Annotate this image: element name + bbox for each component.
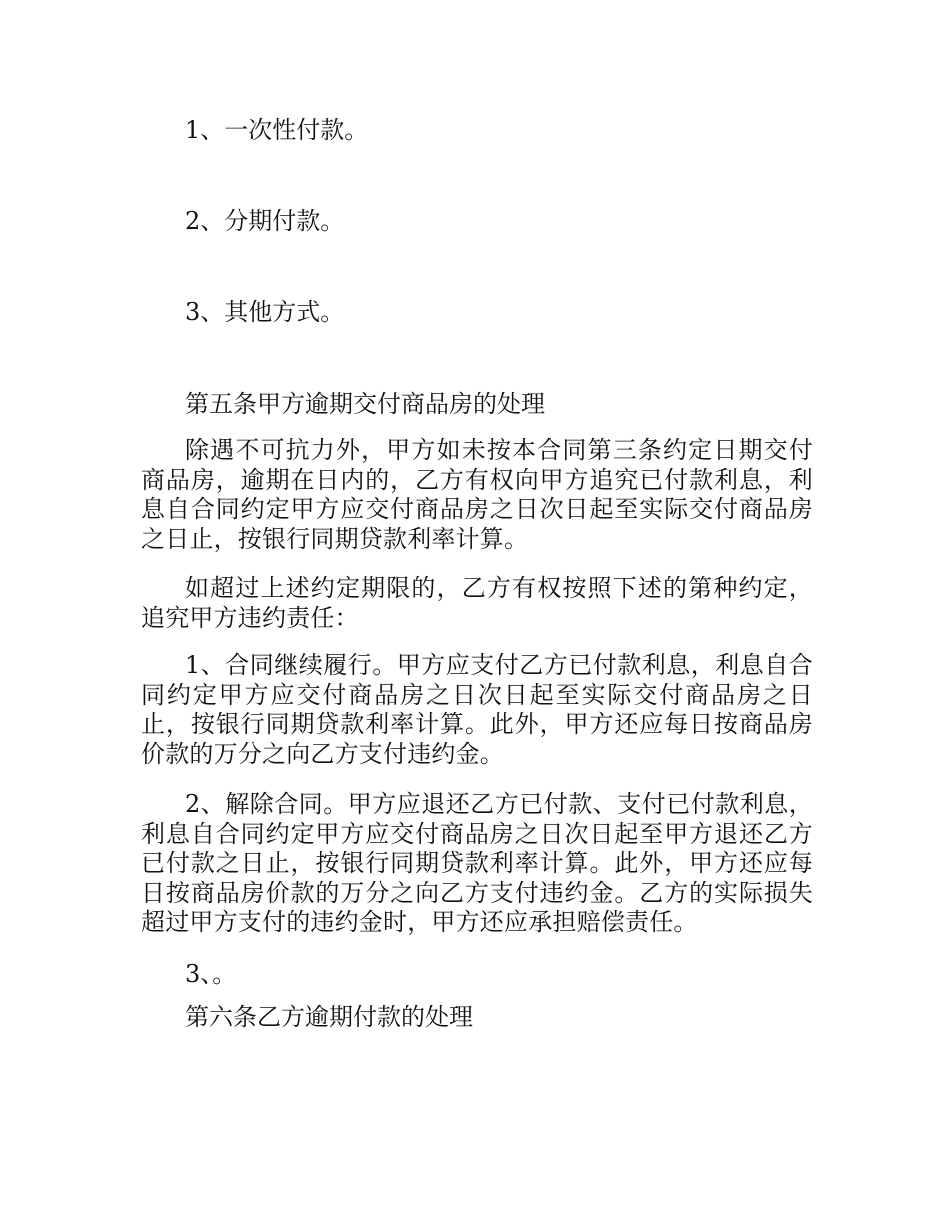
article6-title: 第六条乙方逾期付款的处理 [185,1003,473,1031]
article5-paragraph-2: 如超过上述约定期限的，乙方有权按照下述的第种约定，追究甲方违约责任： [141,574,813,632]
article5-paragraph-1: 除遇不可抗力外，甲方如未按本合同第三条约定日期交付商品房，逾期在日内的，乙方有权向甲方追究已付款利息，利息自合同约定甲方应交付商品房之日次日起至实际交付商品房之日止，按银行同期贷款利率计算。 [141,436,813,553]
article5-option-2: 2、解除合同。甲方应退还乙方已付款、支付已付款利息，利息自合同约定甲方应交付商品房之日次日起至甲方退还乙方已付款之日止，按银行同期贷款利率计算。此外，甲方还应每日按商品房价款的万分之向乙方支付违约金。乙方的实际损失超过甲方支付的违约金时，甲方还应承担赔偿责任。 [141,790,813,936]
article5-title: 第五条甲方逾期交付商品房的处理 [185,390,545,418]
payment-method-installment: 2、分期付款。 [185,207,345,235]
article5-option-3: 3、。 [185,960,237,988]
article5-option-1: 1、合同继续履行。甲方应支付乙方已付款利息，利息自合同约定甲方应交付商品房之日次日起至实际交付商品房之日止，按银行同期贷款利率计算。此外，甲方还应每日按商品房价款的万分之向乙方支付违约金。 [141,651,813,768]
payment-method-other: 3、其他方式。 [185,298,345,326]
payment-method-lump-sum: 1、一次性付款。 [185,116,369,144]
